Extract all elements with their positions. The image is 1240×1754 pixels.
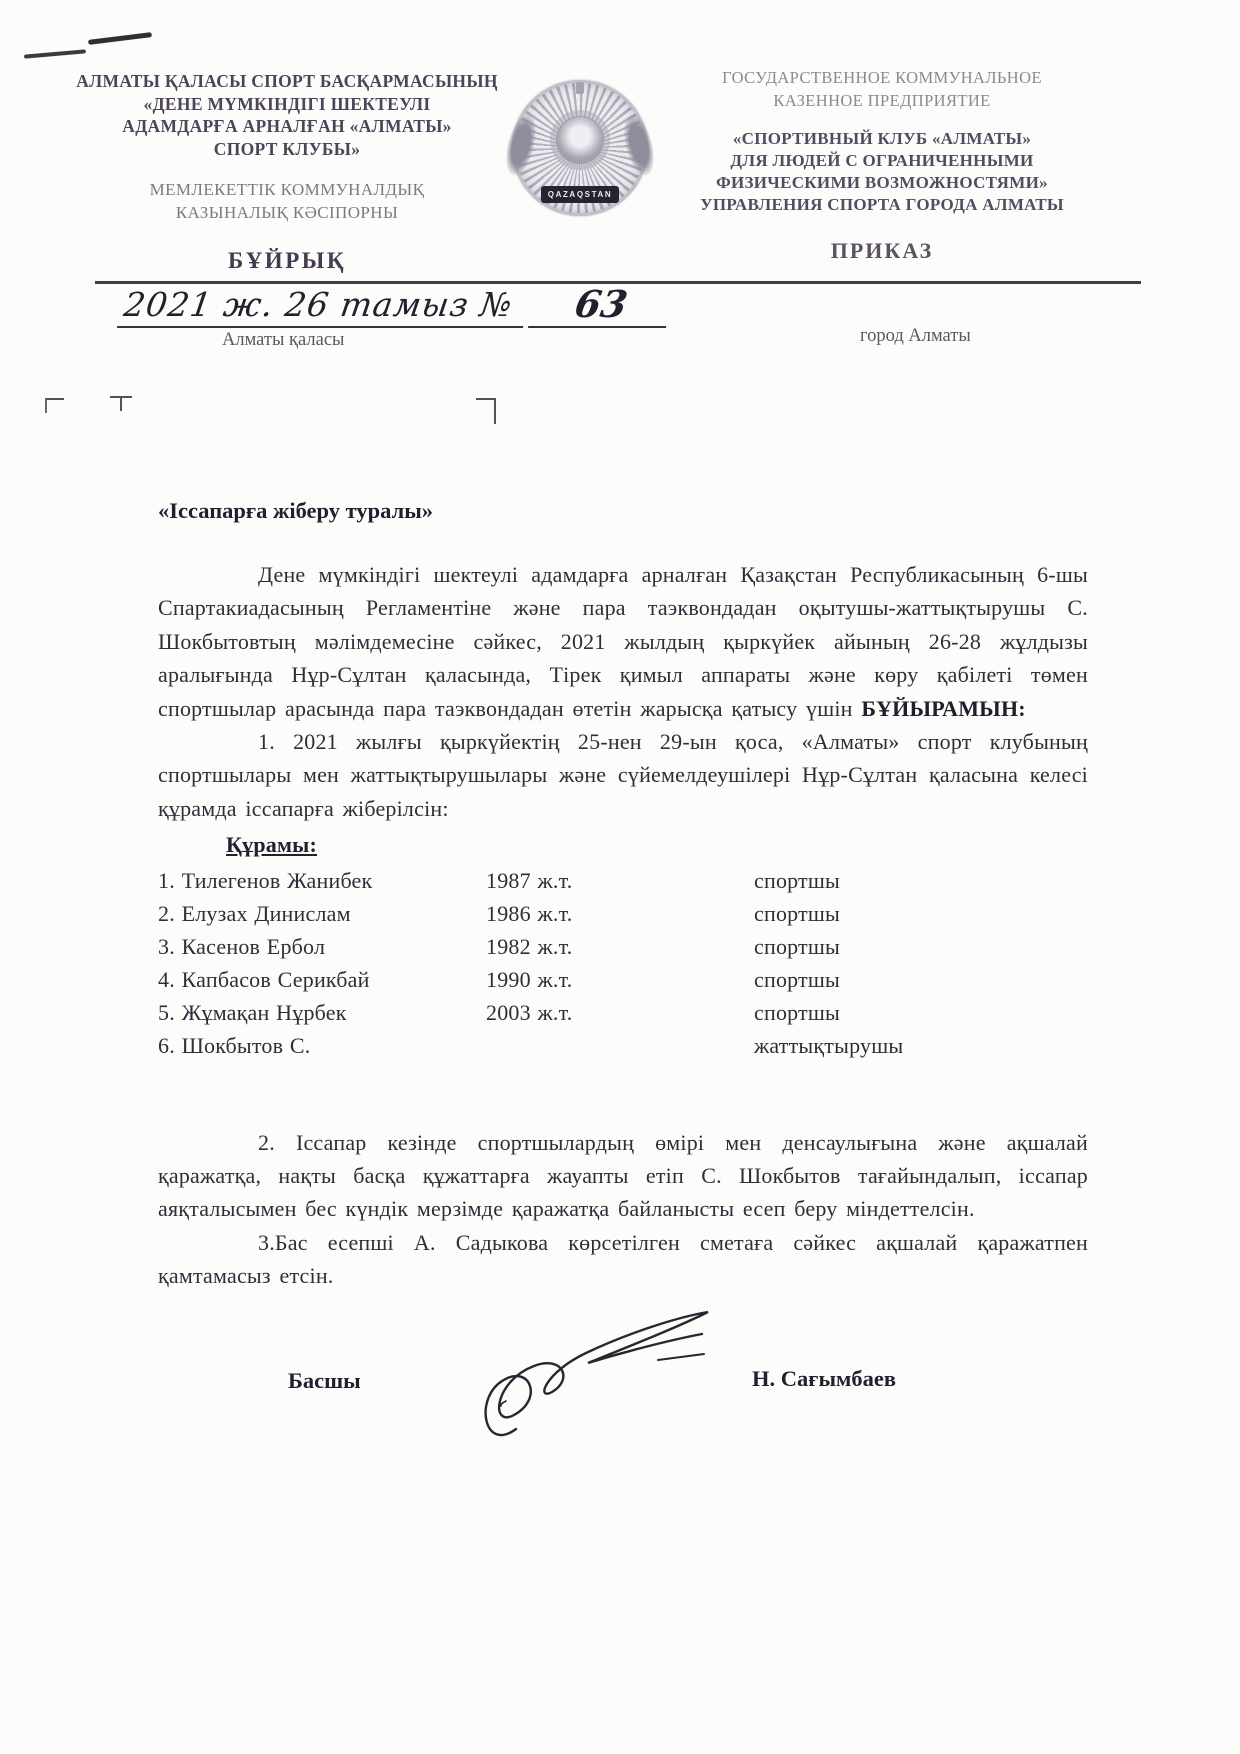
org-name-line: СПОРТ КЛУБЫ»	[213, 138, 361, 159]
emblem-banner-label: QAZAQSTAN	[541, 186, 619, 203]
roster-row	[158, 897, 1088, 930]
paragraph-item-1: 1. 2021 жылғы қыркүйектің 25-нен 29-ын қоса, «Алматы» спорт клубының спортшылары мен жаттықтырушылары және сүйемелдеушілері Нұр-Сұлтан қаласына келесі құрамда іссапарға жіберілсін:	[158, 729, 1088, 821]
roster-birth-year: 1986 ж.т.	[486, 900, 573, 926]
handwritten-signature	[462, 1298, 722, 1458]
pen-stroke-mark	[24, 49, 86, 58]
roster-role: спортшы	[754, 867, 840, 893]
org-name-line: «СПОРТИВНЫЙ КЛУБ «АЛМАТЫ»	[732, 129, 1032, 148]
header-left-kazakh	[72, 70, 502, 274]
roster-role: спортшы	[754, 933, 840, 959]
org-type-line: ГОСУДАРСТВЕННОЕ КОММУНАЛЬНОЕ	[722, 68, 1042, 87]
roster-row	[158, 1029, 1088, 1062]
registration-mark	[45, 398, 64, 413]
signatory-name: Н. Сағымбаев	[752, 1366, 896, 1391]
roster-row	[158, 963, 1088, 996]
doc-type-russian: ПРИКАЗ	[830, 238, 934, 263]
roster-birth-year: 2003 ж.т.	[486, 999, 573, 1025]
pen-stroke-mark	[88, 32, 152, 45]
doc-type-kazakh: БҰЙРЫҚ	[227, 248, 347, 273]
roster-row	[158, 864, 1088, 897]
roster-row	[158, 930, 1088, 963]
paragraph-preamble	[158, 558, 1088, 725]
signatory-position: Басшы	[288, 1368, 361, 1393]
roster-heading: Құрамы:	[226, 832, 318, 858]
org-name-line: ФИЗИЧЕСКИМИ ВОЗМОЖНОСТЯМИ»	[716, 173, 1048, 192]
city-label-russian: город Алматы	[860, 326, 971, 346]
handwritten-order-number: 63	[528, 282, 674, 328]
header-right-russian	[686, 66, 1078, 264]
org-type-line: КАЗЕННОЕ ПРЕДПРИЯТИЕ	[773, 91, 991, 110]
registration-mark	[476, 398, 496, 424]
date-number-line	[120, 282, 670, 328]
preamble-text: Дене мүмкіндігі шектеулі адамдарға арналған Қазақстан Республикасының 6-шы Спартакиадасының Регламентіне және пара таэквондадан оқытушы-жаттықтырушы С. Шокбытовтың мәлімдемесіне сәйкес, 2021 жылдың қыркүйек айының 26-28 жұлдызы аралығында Нұр-Сұлтан қаласында, Тірек қимыл аппараты және көру қабілеті төмен спортшылар арасында пара таэквондадан өтетін жарысқа қатысу үшін	[158, 562, 1088, 721]
roster-person-name: 5. Жұмақан Нұрбек	[158, 999, 347, 1025]
roster-birth-year: 1987 ж.т.	[486, 867, 573, 893]
roster-person-name: 4. Капбасов Серикбай	[158, 966, 370, 992]
roster-person-name: 2. Елузах Динислам	[158, 900, 351, 926]
org-type-line: КАЗЫНАЛЫҚ КӘСІПОРНЫ	[175, 203, 399, 222]
roster-birth-year: 1982 ж.т.	[486, 933, 573, 959]
order-verb: БҰЙЫРАМЫН:	[861, 695, 1026, 721]
roster-role: спортшы	[754, 966, 840, 992]
document-title: «Іссапарға жіберу туралы»	[158, 498, 434, 523]
emblem-shanyrak	[557, 117, 603, 163]
paragraph-item-2: 2. Іссапар кезінде спортшылардың өмірі мен денсаулығына және ақшалай қаражатқа, нақты басқа құжаттарға жауапты етіп С. Шокбытов тағайындалып, іссапар аяқталысымен бес күндік мерзімде қаражатқа байланысты есеп беру міндеттелсін.	[158, 1129, 1088, 1222]
registration-mark	[120, 396, 122, 411]
roster-person-name: 6. Шокбытов С.	[158, 1032, 311, 1058]
emblem-crest	[576, 82, 584, 94]
document-body	[158, 558, 1088, 1293]
roster-role: жаттықтырушы	[754, 1032, 904, 1058]
org-name-line: УПРАВЛЕНИЯ СПОРТА ГОРОДА АЛМАТЫ	[700, 195, 1064, 214]
org-name-line: АДАМДАРҒА АРНАЛҒАН «АЛМАТЫ»	[122, 116, 452, 136]
roster-row	[158, 996, 1088, 1029]
kazakhstan-emblem	[512, 80, 648, 216]
org-name-line: «ДЕНЕ МҮМКІНДІГІ ШЕКТЕУЛІ	[143, 93, 431, 114]
roster-birth-year: 1990 ж.т.	[486, 966, 573, 992]
org-name-line: ДЛЯ ЛЮДЕЙ С ОГРАНИЧЕННЫМИ	[730, 151, 1034, 170]
roster-list	[158, 864, 1088, 1062]
roster-person-name: 3. Касенов Ербол	[158, 933, 326, 959]
roster-role: спортшы	[754, 999, 840, 1025]
org-name-line: АЛМАТЫ ҚАЛАСЫ СПОРТ БАСҚАРМАСЫНЫҢ	[76, 71, 498, 91]
roster-role: спортшы	[754, 900, 840, 926]
handwritten-date: 2021 ж. 26 тамыз №	[117, 285, 529, 328]
paragraph-item-3: 3.Бас есепші А. Садыкова көрсетілген сметаға сәйкес ақшалай қаражатпен қамтамасыз етсін.	[158, 1229, 1088, 1289]
city-label-kazakh: Алматы қаласы	[222, 330, 345, 350]
roster-person-name: 1. Тилегенов Жанибек	[158, 867, 373, 893]
org-type-line: МЕМЛЕКЕТТІК КОММУНАЛДЫҚ	[149, 180, 425, 199]
